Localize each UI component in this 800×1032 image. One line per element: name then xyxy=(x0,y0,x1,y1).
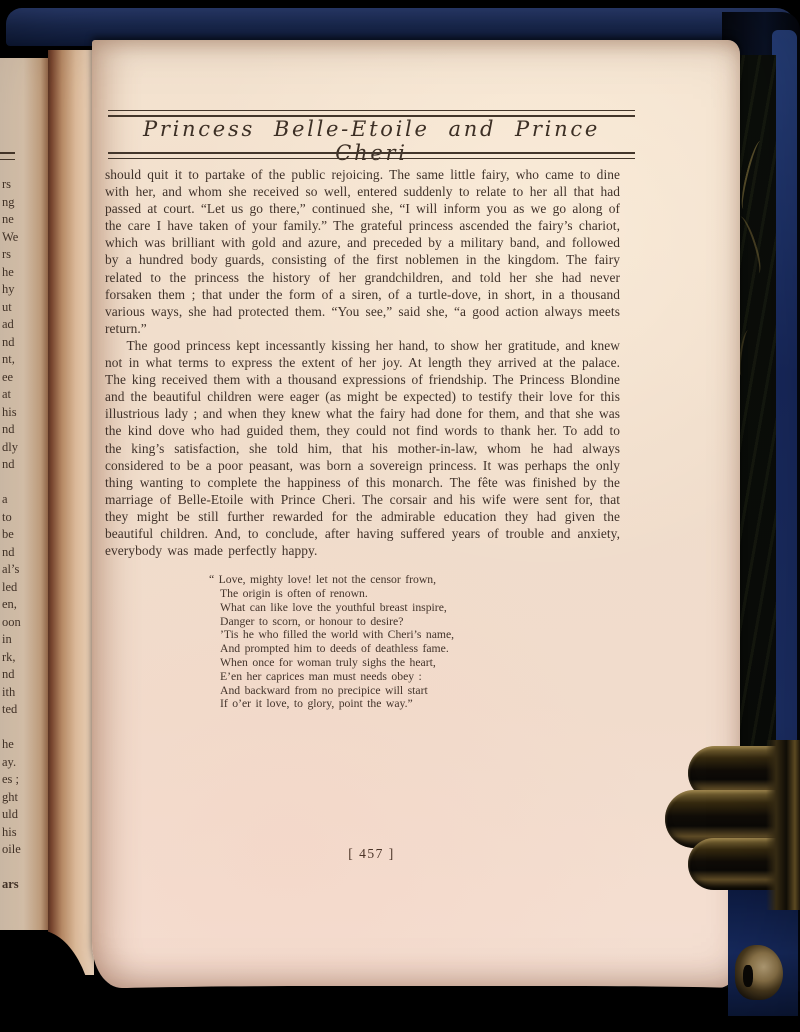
edge-text-fragment: ne xyxy=(2,212,14,226)
poem-line: And prompted him to deeds of deathless fame. xyxy=(220,642,449,656)
poem-line: ’Tis he who filled the world with Cheri’s name, xyxy=(220,628,455,642)
brass-clasp xyxy=(660,740,800,910)
edge-text-fragment: nd xyxy=(2,457,15,471)
facing-page-edge xyxy=(0,58,52,930)
edge-text-fragment: in xyxy=(2,632,12,646)
edge-text-fragment: nd xyxy=(2,667,15,681)
edge-text-fragment: oile xyxy=(2,842,21,856)
poem-line: When once for woman truly sighs the heart, xyxy=(220,655,436,669)
page-title: Princess Belle-Etoile and Prince Cheri xyxy=(142,117,601,165)
edge-text-fragment: nt, xyxy=(2,352,15,366)
clasp-lower-stud xyxy=(735,945,783,1000)
edge-text-fragment: ted xyxy=(2,702,18,716)
poem-line: The origin is often of renown. xyxy=(220,586,368,600)
edge-text-fragment: be xyxy=(2,527,14,541)
facing-page-header-rule xyxy=(0,152,15,160)
page-number: [ 457 ] xyxy=(348,846,395,861)
edge-text-fragment: ng xyxy=(2,194,15,209)
poem-line: And backward from no precipice will start xyxy=(220,683,428,697)
body-paragraph-1: should quit it to partake of the public rejoicing. The same little fairy, who came to dine with her, and whom she received so well, entered suddenly to relate to her all that had passed at court. “Let us go there,” continued she, “I will inform you as we go along of the care I have taken of your family.” The grateful princess ascended the fairy’s chariot, which was brilliant with gold and azure, and preceded by a military band, and followed by a hundred body guards, consisting of the first noblemen in the kingdom. The fairy related to the princess the history of her grandchildren, and told her she had never forsaken them ; that under the form of a siren, of a turtle-dove, in short, in a thousand various ways, she had protected them. “You see,” said she, “a good action always meets return.” xyxy=(105,167,620,336)
clasp-hinge-column xyxy=(766,740,800,910)
header-rule-bottom xyxy=(108,152,635,159)
edge-text-fragment xyxy=(2,859,36,877)
edge-text-fragment: his xyxy=(2,404,17,419)
body-paragraph-2: The good princess kept incessantly kissing her hand, to show her gratitude, and knew not in what terms to express the extent of her joy. At length they arrived at the palace. The king received them with a thousand expressions of friendship. The Princess Blondine and the beautiful children were eager (as might be expected) to testify their love for this illustrious lady ; and when they knew what the fairy had done for them, and that she was the kind dove who had guided them, they could not find words to thank her. To add to the king’s satisfaction, she told him, that his mother-in-law, whom he had always considered to be a poor peasant, was born a sovereign princess. It was perhaps the only thing wanting to complete the happiness of this monarch. The fête was finished by the marriage of Belle-Etoile with Prince Cheri. The corsair and his wife were sent for, that they might be still further rewarded for the admirable education they had given the beautiful children. And, to conclude, after having suffered years of trouble and anxiety, everybody was made perfectly happy. xyxy=(105,337,620,559)
edge-text-fragment: rk, xyxy=(2,649,16,664)
edge-text-fragment xyxy=(2,719,36,737)
edge-text-fragment: en, xyxy=(2,597,17,611)
edge-text-fragment: We xyxy=(2,229,19,244)
edge-text-fragment: al’s xyxy=(2,562,20,576)
edge-text-fragment: es ; xyxy=(2,772,20,786)
gutter-shadow xyxy=(48,50,94,975)
edge-text-fragment: ad xyxy=(2,317,14,331)
shadow-bottom xyxy=(0,986,800,1032)
edge-text-fragment: ee xyxy=(2,369,14,384)
edge-text-fragment: nd xyxy=(2,544,15,559)
edge-text-fragment: ith xyxy=(2,684,16,699)
poem-line: Danger to scorn, or honour to desire? xyxy=(220,614,404,628)
facing-page-text-fragments xyxy=(2,176,36,894)
header-rule-top xyxy=(108,110,635,117)
edge-text-fragment: dly xyxy=(2,439,18,454)
edge-text-fragment: rs xyxy=(2,177,12,191)
edge-text-fragment: a xyxy=(2,492,8,506)
edge-text-fragment: he xyxy=(2,264,14,279)
edge-text-fragment: his xyxy=(2,824,17,839)
edge-text-fragment xyxy=(2,474,36,492)
edge-text-fragment: at xyxy=(2,387,12,401)
edge-text-fragment: ght xyxy=(2,789,18,804)
book-page xyxy=(92,40,740,988)
edge-text-fragment: to xyxy=(2,509,12,524)
edge-text-fragment: ut xyxy=(2,299,12,314)
poem-line: If o’er it love, to glory, point the way.” xyxy=(220,697,413,711)
edge-text-fragment: he xyxy=(2,737,14,751)
edge-text-fragment: uld xyxy=(2,807,18,821)
body-text-block xyxy=(105,166,620,711)
edge-text-fragment: led xyxy=(2,579,18,594)
poem-line: What can like love the youthful breast inspire, xyxy=(220,600,447,614)
edge-text-fragment: ay. xyxy=(2,754,17,769)
edge-text-fragment: rs xyxy=(2,247,12,261)
edge-text-fragment: nd xyxy=(2,334,15,349)
edge-text-fragment: nd xyxy=(2,422,15,436)
poem-line: “ Love, mighty love! let not the censor frown, xyxy=(209,573,437,587)
poem xyxy=(209,573,550,711)
edge-text-fragment: oon xyxy=(2,614,21,629)
poem-line: E’en her caprices man must needs obey : xyxy=(220,669,422,683)
edge-text-fragment: hy xyxy=(2,282,15,296)
edge-text-fragment: ars xyxy=(2,877,19,891)
